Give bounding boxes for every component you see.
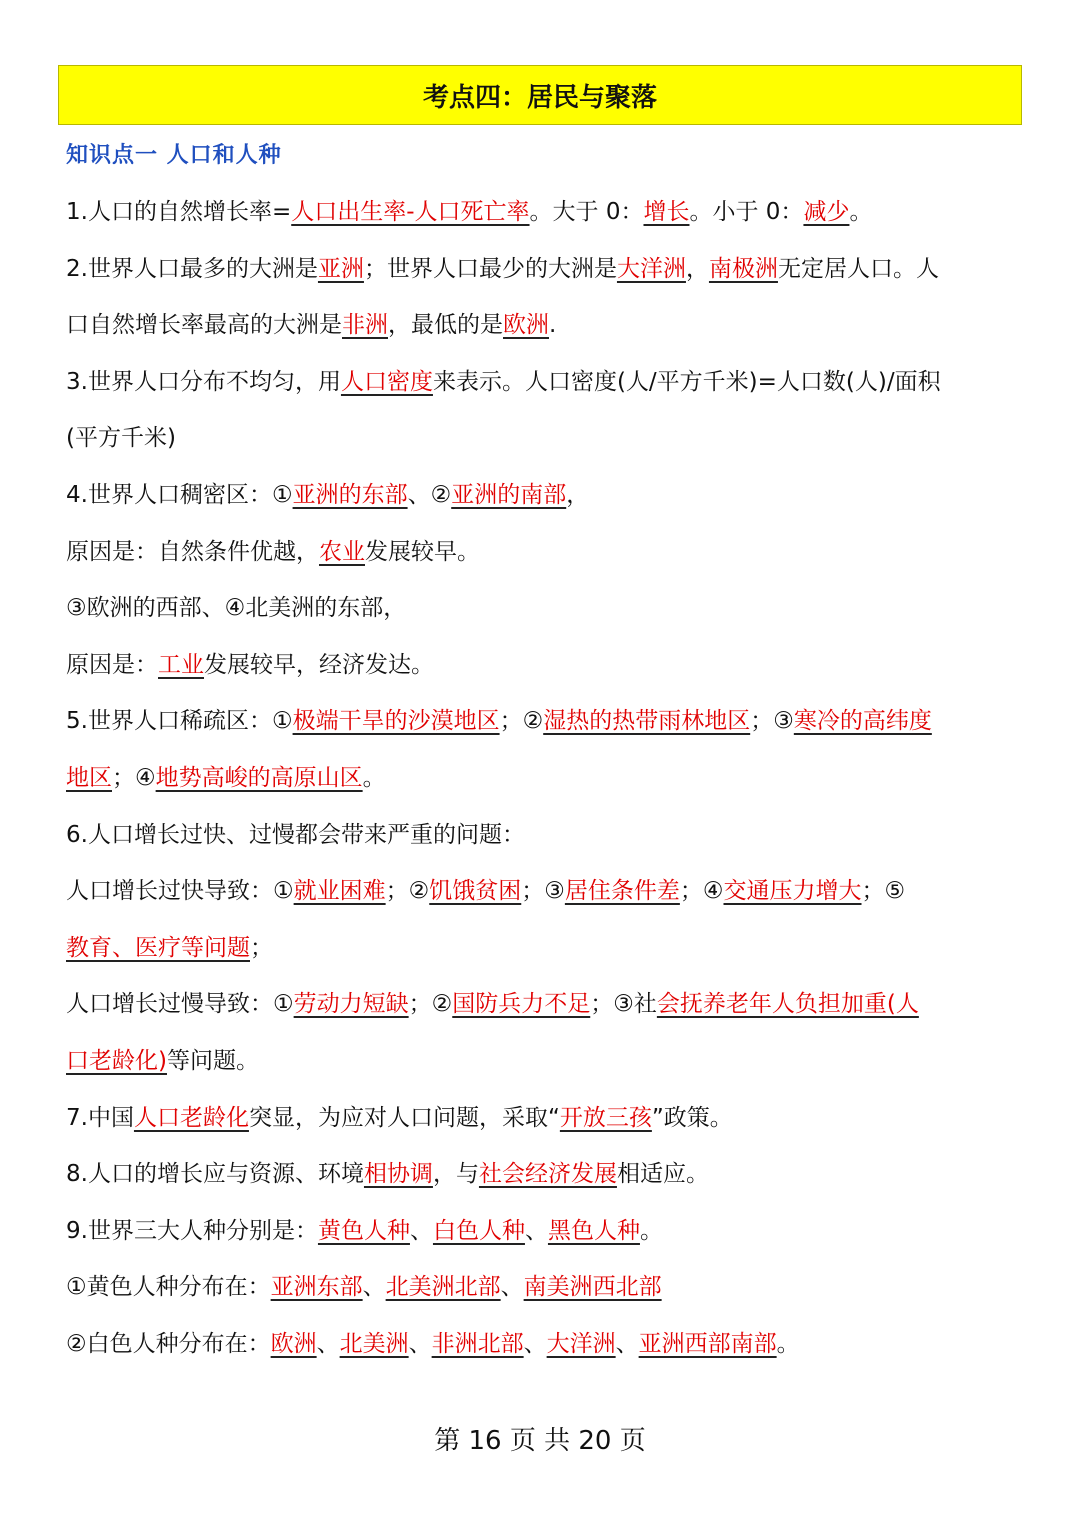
line-text: 9.世界三大人种分别是： — [66, 1217, 318, 1244]
answer-text: 大洋洲 — [546, 1330, 616, 1357]
line-text: ；② — [499, 708, 544, 735]
line-text: ③欧洲的西部、④北美洲的东部， — [66, 595, 407, 622]
answer-text: 地区 — [66, 764, 112, 791]
line-text: ；③社 — [590, 991, 657, 1018]
answer-text: 白色人种 — [432, 1217, 525, 1244]
answer-text: 北美洲 — [339, 1330, 409, 1357]
line-text: 。 — [362, 764, 386, 791]
answer-text: 口老龄化) — [66, 1047, 167, 1074]
answer-text: 湿热的热带雨林地区 — [543, 708, 751, 735]
line-text: 原因是：自然条件优越， — [66, 538, 319, 565]
line-text: 。 — [639, 1217, 663, 1244]
line-text: 、② — [407, 481, 452, 508]
answer-text: 非洲 — [342, 312, 388, 339]
text-line — [66, 354, 1018, 411]
line-text: 人口增长过快导致：① — [66, 878, 294, 905]
answer-text: 亚洲的东部 — [292, 481, 408, 508]
line-text: ， — [566, 481, 590, 508]
line-text: ；④ — [112, 764, 156, 791]
answer-text: 教育、医疗等问题 — [66, 934, 250, 961]
answer-text: 减少 — [803, 199, 850, 225]
line-text: 发展较早。 — [365, 538, 480, 565]
text-line — [66, 920, 1018, 977]
answer-text: 亚洲的南部 — [451, 481, 567, 508]
line-text: ；③ — [521, 878, 565, 905]
line-text: 、 — [362, 1274, 386, 1301]
line-text: 3.世界人口分布不均匀，用 — [66, 368, 341, 395]
line-text: ；③ — [750, 708, 794, 735]
line-text: 口自然增长率最高的大洲是 — [66, 312, 342, 339]
line-text: 5.世界人口稀疏区：① — [66, 708, 293, 735]
answer-text: 亚洲 — [317, 255, 364, 282]
line-text: 。小于 0： — [689, 199, 804, 225]
line-text: (平方千米) — [66, 425, 176, 452]
text-line — [66, 410, 1018, 467]
line-text: 7.中国 — [66, 1104, 134, 1131]
line-text: 、 — [523, 1330, 547, 1357]
text-line — [66, 693, 1018, 750]
text-line — [66, 1203, 1018, 1260]
line-text: ；② — [408, 991, 453, 1018]
line-text: ①黄色人种分布在： — [66, 1274, 271, 1301]
line-text: 无定居人口。人 — [777, 255, 939, 282]
text-line — [66, 1146, 1018, 1203]
line-text: 等问题。 — [166, 1047, 259, 1074]
line-text: ，与 — [432, 1161, 479, 1188]
line-text: 来表示。人口密度(人/平方千米)=人口数(人)/面积 — [432, 368, 941, 395]
page-title-bar — [58, 65, 1022, 125]
answer-text: 人口出生率-人口死亡率 — [291, 199, 530, 225]
answer-text: 人口老龄化 — [133, 1104, 249, 1131]
line-text: ，最低的是 — [388, 312, 503, 339]
answer-text: 南极洲 — [708, 255, 778, 282]
line-text: 、 — [409, 1217, 433, 1244]
text-line — [66, 524, 1018, 581]
line-text: 、 — [316, 1330, 340, 1357]
answer-text: 亚洲东部 — [270, 1274, 363, 1301]
line-text: ”政策。 — [651, 1104, 733, 1131]
text-line — [66, 750, 1018, 807]
text-line — [66, 637, 1018, 694]
line-text: 突显，为应对人口问题，采取“ — [248, 1104, 560, 1131]
line-text: 。 — [776, 1330, 800, 1357]
answer-text: 非洲北部 — [431, 1330, 524, 1357]
line-text: 8.人口的增长应与资源、环境 — [66, 1161, 364, 1188]
answer-text: 就业困难 — [293, 878, 386, 905]
line-text: 、 — [500, 1274, 524, 1301]
text-line — [66, 241, 1018, 298]
answer-text: 劳动力短缺 — [293, 991, 409, 1018]
answer-text: 南美洲西北部 — [523, 1274, 662, 1301]
answer-text: 工业 — [158, 651, 204, 678]
text-line — [66, 863, 1018, 920]
answer-text: 欧洲 — [503, 312, 549, 339]
line-text: ， — [685, 255, 709, 282]
text-line — [66, 1259, 1018, 1316]
answer-text: 居住条件差 — [564, 878, 680, 905]
line-text: ；世界人口最少的大洲是 — [363, 255, 617, 282]
answer-text: 相协调 — [363, 1161, 433, 1188]
line-text: 原因是： — [66, 651, 158, 678]
answer-text: 开放三孩 — [559, 1104, 652, 1131]
text-line — [66, 976, 1018, 1033]
text-line — [66, 1316, 1018, 1373]
answer-text: 会抚养老年人负担加重(人 — [656, 991, 919, 1018]
answer-text: 黑色人种 — [547, 1217, 640, 1244]
line-text: 发展较早，经济发达。 — [204, 651, 434, 678]
line-text: ；④ — [679, 878, 724, 905]
answer-text: 寒冷的高纬度 — [793, 708, 932, 735]
line-text: 4.世界人口稠密区：① — [66, 481, 293, 508]
page-footer: 第 16 页 共 20 页 — [434, 1426, 646, 1456]
line-text: 人口增长过慢导致：① — [66, 991, 294, 1018]
line-text: ②白色人种分布在： — [66, 1330, 271, 1357]
line-text: 6.人口增长过快、过慢都会带来严重的问题： — [66, 821, 525, 848]
text-line — [66, 184, 1018, 241]
answer-text: 北美洲北部 — [385, 1274, 501, 1301]
answer-text: 大洋洲 — [616, 255, 686, 282]
answer-text: 地势高峻的高原山区 — [155, 764, 363, 791]
section-heading: 知识点一 人口和人种 — [66, 143, 282, 168]
text-line — [66, 297, 1018, 354]
line-text: ；② — [385, 878, 430, 905]
answer-text: 亚洲西部南部 — [638, 1330, 777, 1357]
answer-text: 欧洲 — [270, 1330, 317, 1357]
text-line — [66, 467, 1018, 524]
answer-text: 交通压力增大 — [723, 878, 862, 905]
text-line — [66, 807, 1018, 864]
line-text: ；⑤ — [861, 878, 906, 905]
text-line — [66, 1033, 1018, 1090]
line-text: 。大于 0： — [529, 199, 644, 225]
answer-text: 黄色人种 — [317, 1217, 410, 1244]
line-text: 1.人口的自然增长率= — [66, 199, 292, 225]
line-text: ； — [250, 934, 273, 961]
line-text: 。 — [849, 199, 873, 225]
text-line — [66, 580, 1018, 637]
answer-text: 国防兵力不足 — [452, 991, 591, 1018]
answer-text: 饥饿贫困 — [429, 878, 522, 905]
line-text: . — [549, 312, 557, 339]
line-text: 、 — [615, 1330, 639, 1357]
answer-text: 农业 — [319, 538, 365, 565]
answer-text: 人口密度 — [340, 368, 433, 395]
content-body — [66, 184, 1018, 1372]
line-text: 2.世界人口最多的大洲是 — [66, 255, 318, 282]
answer-text: 增长 — [643, 199, 690, 225]
line-text: 相适应。 — [616, 1161, 709, 1188]
page-title: 考点四：居民与聚落 — [422, 82, 657, 113]
line-text: 、 — [524, 1217, 548, 1244]
line-text: 、 — [408, 1330, 432, 1357]
answer-text: 极端干旱的沙漠地区 — [292, 708, 500, 735]
text-line — [66, 1090, 1018, 1147]
answer-text: 社会经济发展 — [478, 1161, 617, 1188]
